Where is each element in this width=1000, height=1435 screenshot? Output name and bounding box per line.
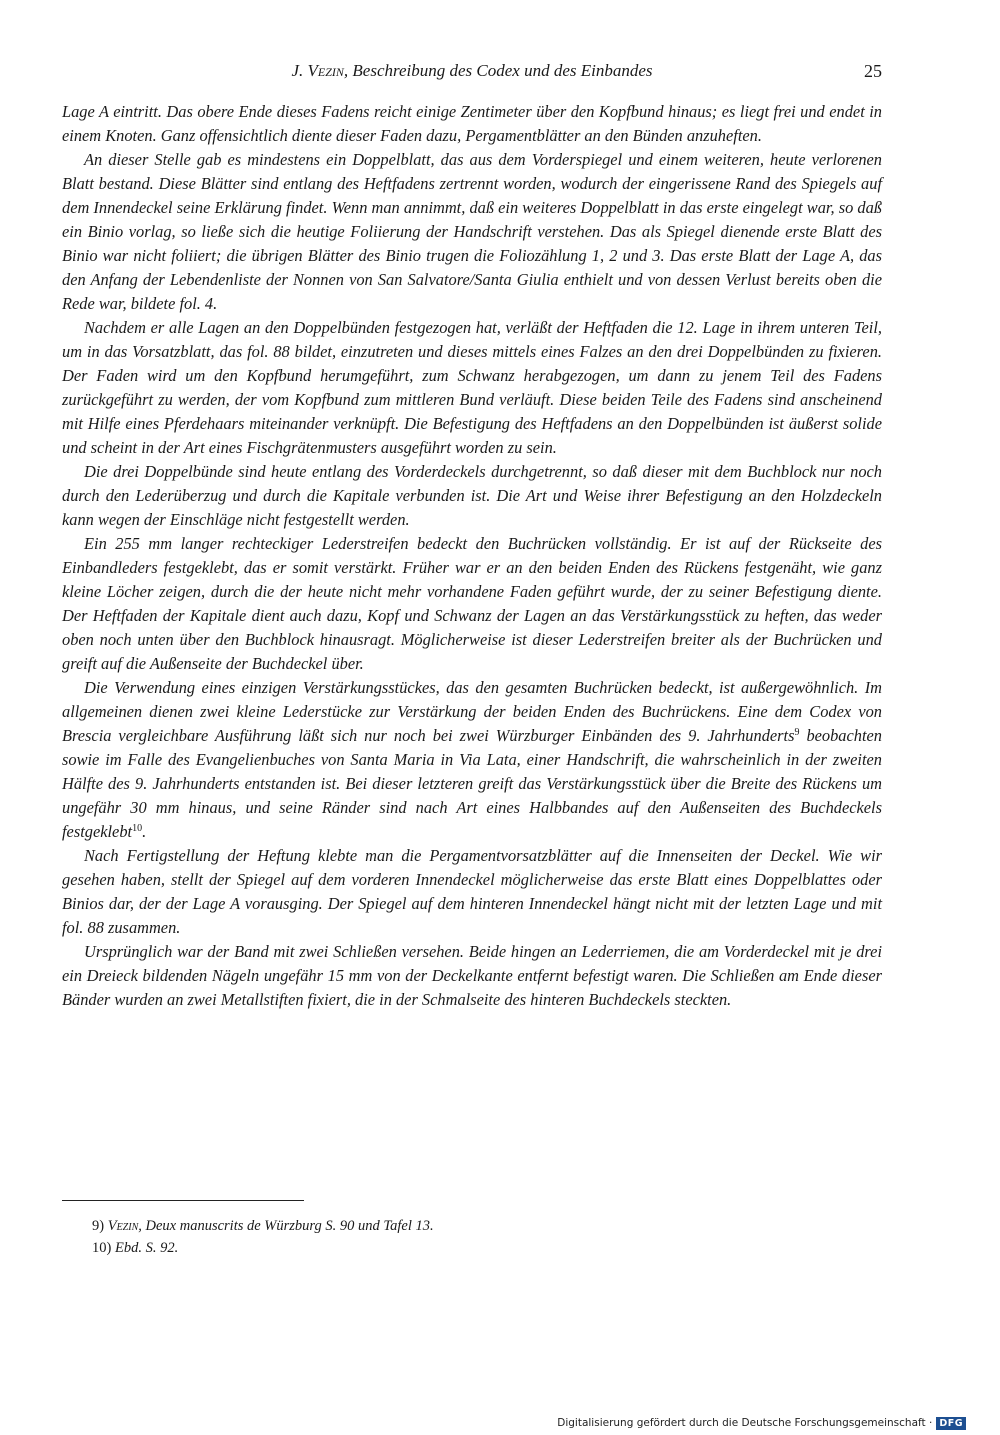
running-head xyxy=(62,60,882,86)
digitization-credit xyxy=(557,1416,966,1430)
footnote-ref-10[interactable]: 10 xyxy=(132,823,143,834)
footnote-9 xyxy=(92,1215,872,1237)
paragraph-6-part-2: beobachten sowie im Falle des Evangelienbuches von Santa Maria in Via Lata, einer Handschrift, die wahrscheinlich in der zweiten Hälfte des 9. Jahrhunderts entstanden ist. Bei dieser letzteren greift das Verstärkungsstück über die Breite des Rückens um ungefähr 30 mm hinaus, und seine Ränder sind nach Art eines Halbbandes auf den Außenseiten des Buchdeckels festgeklebt xyxy=(62,726,882,841)
paragraph-6-part-1: Die Verwendung eines einzigen Verstärkungsstückes, das den gesamten Buchrücken bedeckt, ist außergewöhnlich. Im allgemeinen dienen zwei kleine Lederstücke zur Verstärkung der beiden Enden des Buchrückens. Eine dem Codex von Brescia vergleichbare Ausführung läßt sich nur noch bei zwei Würzburger Einbänden des 9. Jahrhunderts xyxy=(62,678,882,745)
paragraph-7: Nach Fertigstellung der Heftung klebte man die Pergamentvorsatzblätter auf die Innenseiten der Deckel. Wie wir gesehen haben, stellt der Spiegel auf dem vorderen Innendeckel möglicherweise das erste Blatt eines Doppelblattes oder Binios dar, der der Lage A vorausging. Der Spiegel auf dem hinteren Innendeckel hängt nicht mit der letzten Lage und mit fol. 88 zusammen. xyxy=(62,846,882,937)
paragraph-2: An dieser Stelle gab es mindestens ein Doppelblatt, das aus dem Vorderspiegel und einem weiteren, heute verlorenen Blatt bestand. Diese Blätter sind entlang des Heftfadens zertrennt worden, wodurch der eingerissene Rand des Spiegels auf dem Innendeckel seine Erklärung findet. Wenn man annimmt, daß ein weiteres Doppelblatt in das erste eingelegt war, so daß ein Binio vorlag, so ließe sich die heutige Foliierung der Handschrift verstehen. Das als Spiegel dienende erste Blatt des Binio war nicht foliiert; die übrigen Blätter des Binio trugen die Foliozählung 1, 2 und 3. Das erste Blatt der Lage A, das den Anfang der Lebendenliste der Nonnen von San Salvatore/Santa Giulia enthielt und von dessen Verlust bereits oben die Rede war, bildete fol. 4. xyxy=(62,150,882,313)
paragraph-6 xyxy=(62,676,882,844)
author-surname: Vezin xyxy=(307,61,344,80)
paragraph-5: Ein 255 mm langer rechteckiger Lederstreifen bedeckt den Buchrücken vollständig. Er ist auf der Rückseite des Einbandleders festgeklebt, das er somit verstärkt. Früher war er an den beiden Enden des Rückens festgenäht, wie ganz kleine Löcher zeigen, durch die der heute nicht mehr vorhandene Faden geführt wurde, der zu seiner Befestigung diente. Der Heftfaden der Kapitale dient auch dazu, Kopf und Schwanz der Lagen an das Verstärkungsstück zu heften, das weder oben noch unten über den Buchblock hinausragt. Möglicherweise ist dieser Lederstreifen breiter als der Buchrücken und greift auf die Außenseite der Buchdeckel über. xyxy=(62,534,882,673)
running-head-title xyxy=(62,60,882,82)
page-number: 25 xyxy=(864,61,882,81)
author-initial: J. xyxy=(291,61,304,80)
running-title-text: , Beschreibung des Codex und des Einbandes xyxy=(343,61,653,80)
dfg-logo: DFG xyxy=(936,1417,966,1430)
body-text xyxy=(62,100,882,1012)
footnote-divider xyxy=(62,1200,304,1201)
footnote-text: Ebd. S. 92. xyxy=(114,1240,179,1256)
paragraph-1: Lage A eintritt. Das obere Ende dieses Fadens reicht einige Zentimeter über den Kopfbund hinaus; es liegt frei und endet in einem Knoten. Ganz offensichtlich diente dieser Faden dazu, Pergamentblätter an den Bünden anzuheften. xyxy=(62,102,882,145)
paragraph-8: Ursprünglich war der Band mit zwei Schließen versehen. Beide hingen an Lederriemen, die am Vorderdeckel mit je drei ein Dreieck bildenden Nägeln ungefähr 15 mm von der Deckelkante entfernt befestigt waren. Die Schließen am Ende dieser Bänder wurden an zwei Metallstiften fixiert, die in der Schmalseite des hinteren Buchdeckels steckten. xyxy=(62,942,882,1009)
footnote-number: 9) xyxy=(92,1218,105,1234)
paragraph-3: Nachdem er alle Lagen an den Doppelbünden festgezogen hat, verläßt der Heftfaden die 12. Lage in ihrem unteren Teil, um in das Vorsatzblatt, das fol. 88 bildet, einzutreten und dieses mittels eines Falzes an den drei Doppelbünden zu fixieren. Der Faden wird um den Kopfbund herumgeführt, zum Schwanz herabgezogen, um dann zu jenem Teil des Fadens zurückgeführt zu werden, der vom Kopfbund zum mittleren Bund verläuft. Diese beiden Teile des Fadens sind anscheinend mit Hilfe eines Pferdehaars miteinander verknüpft. Die Befestigung des Heftfadens an den Doppelbünden ist äußerst solide und scheint in der Art eines Fischgrätenmusters ausgeführt worden zu sein. xyxy=(62,318,882,457)
footnote-author: Vezin xyxy=(107,1218,139,1234)
footnotes xyxy=(92,1215,872,1259)
paragraph-4: Die drei Doppelbünde sind heute entlang des Vorderdeckels durchgetrennt, so daß dieser mit dem Buchblock nur noch durch den Lederüberzug und durch die Kapitale verbunden ist. Die Art und Weise ihrer Befestigung an den Holzdeckeln kann wegen der Einschläge nicht festgestellt werden. xyxy=(62,462,882,529)
footnote-10 xyxy=(92,1237,872,1259)
paragraph-6-part-3: . xyxy=(142,822,147,841)
footnote-number: 10) xyxy=(92,1240,112,1256)
digitization-text: Digitalisierung gefördert durch die Deutsche Forschungsgemeinschaft · xyxy=(557,1417,933,1429)
footnote-text: , Deux manuscrits de Würzburg S. 90 und Tafel 13. xyxy=(138,1218,434,1234)
footnote-ref-9[interactable]: 9 xyxy=(794,727,800,738)
